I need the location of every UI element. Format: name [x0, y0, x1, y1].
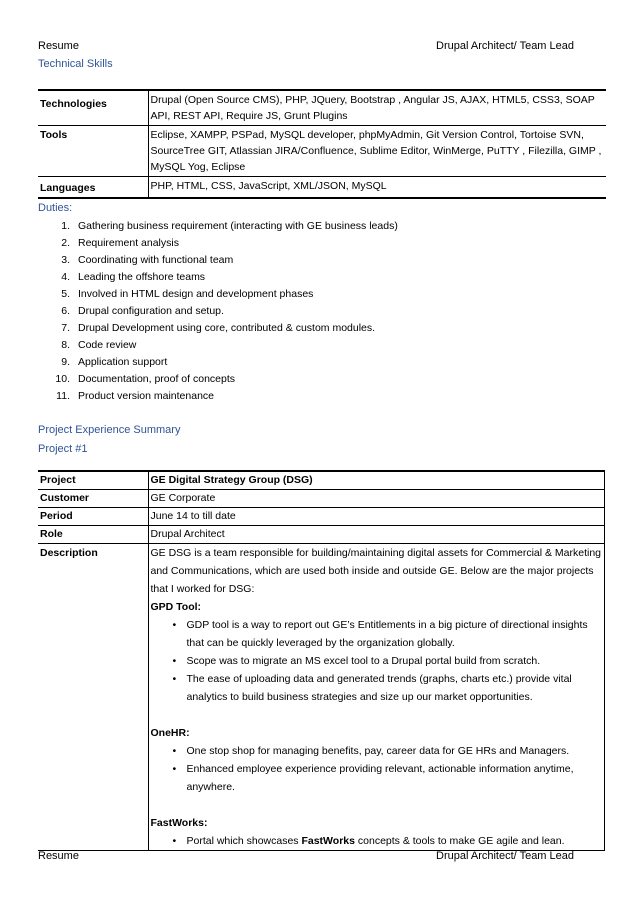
description-label: Description	[38, 544, 148, 851]
list-item: 9. Application support	[61, 356, 168, 368]
project-subheading: Project #1	[38, 443, 88, 455]
list-item: • One stop shop for managing benefits, pay, career data for GE HRs and Managers.	[187, 742, 602, 760]
table-row	[38, 526, 604, 544]
period-label: Period	[38, 508, 148, 526]
skills-label: Tools	[38, 126, 148, 177]
footer-right: Drupal Architect/ Team Lead	[436, 850, 574, 862]
role-label: Role	[38, 526, 148, 544]
skills-value: Eclipse, XAMPP, PSPad, MySQL developer, phpMyAdmin, Git Version Control, Tortoise SVN, SourceTree GIT, Atlassian JIRA/Confluence, Sublime Editor, WinMerge, PuTTY , Filezilla, GIMP , MySQL Yog, Eclipse	[148, 126, 606, 177]
list-item: 7. Drupal Development using core, contributed & custom modules.	[61, 322, 376, 334]
page-footer	[38, 850, 574, 862]
fastworks-list	[151, 832, 602, 850]
footer-left: Resume	[38, 850, 79, 862]
list-item: • The ease of uploading data and generated trends (graphs, charts etc.) provide vital analytics to build business strategies and size up our market opportunities.	[187, 670, 602, 706]
technical-skills-table	[38, 89, 606, 199]
list-item: • Portal which showcases FastWorks concepts & tools to make GE agile and lean.	[187, 832, 602, 850]
list-item: 8. Code review	[61, 339, 137, 351]
list-item: • Scope was to migrate an MS excel tool to a Drupal portal build from scratch.	[187, 652, 602, 670]
table-row	[38, 544, 604, 851]
table-row	[38, 508, 604, 526]
description-intro: GE DSG is a team responsible for building/maintaining digital assets for Commercial & Marketing and Communications, which are used both inside and outside GE. Below are the major projects that I worked for DSG:	[150, 547, 602, 595]
technical-skills-heading: Technical Skills	[38, 58, 113, 70]
list-item: 10. Documentation, proof of concepts	[55, 373, 236, 385]
list-item: 5. Involved in HTML design and development phases	[61, 288, 314, 300]
customer-label: Customer	[38, 490, 148, 508]
duties-heading: Duties:	[38, 202, 73, 214]
period-value: June 14 to till date	[148, 508, 604, 526]
onehr-heading: OneHR:	[150, 727, 190, 739]
project-label: Project	[38, 471, 148, 490]
header-left: Resume	[38, 40, 79, 52]
table-row	[38, 90, 606, 126]
table-row	[38, 177, 606, 199]
gpd-list	[151, 616, 602, 706]
skills-value: PHP, HTML, CSS, JavaScript, XML/JSON, MySQL	[148, 177, 606, 199]
project-value: GE Digital Strategy Group (DSG)	[148, 471, 604, 490]
onehr-list	[151, 742, 602, 796]
list-item: • Enhanced employee experience providing relevant, actionable information anytime, anywhere.	[187, 760, 602, 796]
table-row	[38, 490, 604, 508]
list-item: 1. Gathering business requirement (interacting with GE business leads)	[61, 220, 398, 232]
fastworks-heading: FastWorks:	[150, 817, 208, 829]
role-value: Drupal Architect	[148, 526, 604, 544]
project-summary-heading: Project Experience Summary	[38, 424, 181, 436]
table-row	[38, 126, 606, 177]
list-item: 3. Coordinating with functional team	[61, 254, 234, 266]
gpd-heading: GPD Tool:	[150, 601, 202, 613]
list-item: 6. Drupal configuration and setup.	[61, 305, 224, 317]
list-item: • GDP tool is a way to report out GE’s Entitlements in a big picture of directional insights that can be quickly leveraged by the organization globally.	[187, 616, 602, 652]
duties-list	[38, 218, 598, 405]
customer-value: GE Corporate	[148, 490, 604, 508]
header-right: Drupal Architect/ Team Lead	[436, 40, 574, 52]
description-cell	[148, 544, 604, 851]
table-row	[38, 471, 604, 490]
skills-label: Technologies	[38, 90, 148, 126]
list-item: 2. Requirement analysis	[61, 237, 179, 249]
project-table	[38, 470, 605, 851]
list-item: 11. Product version maintenance	[56, 390, 214, 402]
page-header	[38, 40, 574, 52]
list-item: 4. Leading the offshore teams	[61, 271, 206, 283]
skills-value: Drupal (Open Source CMS), PHP, JQuery, Bootstrap , Angular JS, AJAX, HTML5, CSS3, SOAP API, REST API, Require JS, Grunt Plugins	[148, 90, 606, 126]
skills-label: Languages	[38, 177, 148, 199]
